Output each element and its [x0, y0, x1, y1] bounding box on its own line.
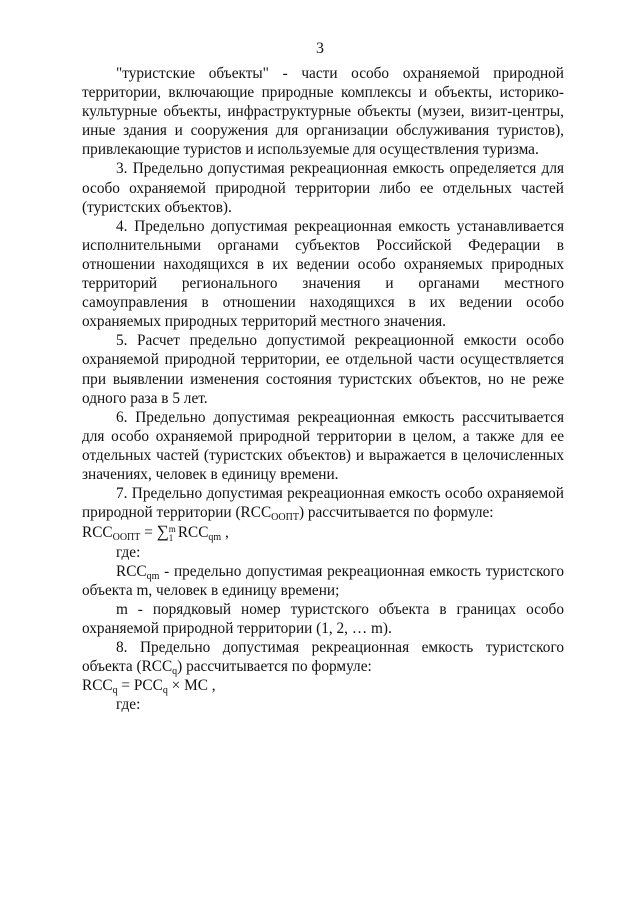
p8-text-after: ) рассчитывается по формуле:	[177, 658, 372, 676]
sum-sign: ∑	[156, 522, 169, 542]
paragraph-6: 6. Предельно допустимая рекреационная емкость рассчитывается для особо охраняемой природной территории в целом, а также для ее отдельных частей (туристских объектов) и выражается в целочисленных значениях, человек в единицу времени.	[82, 408, 564, 483]
formula2-lhs-sub: q	[112, 685, 118, 697]
paragraph-tourist-objects: "туристские объекты" - части особо охраняемой природной территории, включающие природные комплексы и объекты, историко-культурные объекты, инфраструктурные объекты (музеи, визит-центры, иные здания и сооружения для организации обслуживания туристов), привлекающие туристов и используемые для осуществления туризма.	[82, 65, 564, 159]
sum-upper: m	[168, 523, 176, 534]
formula2-mc: MC	[184, 677, 208, 695]
p8-sub: q	[172, 666, 178, 678]
formula2-tail: ,	[207, 677, 216, 695]
paragraph-4: 4. Предельно допустимая рекреационная емкость устанавливается исполнительными органами субъектов Российской Федерации в отношении находящихся в их ведении особо охраняемых природных территорий регионального значения и органами местного самоуправления в отношении находящихся в их ведении особо охраняемых природных территорий местного значения.	[82, 217, 564, 331]
formula1-lhs: RCC	[82, 524, 113, 542]
def1-text: - предельно допустимая рекреационная емкость туристского объекта m, человек в единицу времени;	[82, 562, 564, 599]
formula1-rhs: RCC	[177, 524, 209, 542]
paragraph-7	[82, 484, 564, 522]
formula-2	[82, 676, 564, 695]
def1-var: RCC	[116, 562, 147, 580]
formula2-pcc: PCC	[133, 677, 163, 695]
definition-rcc-qm	[82, 562, 564, 600]
where-label-2: где:	[116, 696, 141, 714]
formula1-eq: =	[140, 524, 157, 542]
formula-1	[82, 522, 564, 542]
formula2-eq: =	[117, 677, 134, 695]
page-number: 3	[316, 40, 324, 57]
formula1-rhs-sub: qm	[208, 532, 222, 544]
formula1-tail: ,	[221, 524, 229, 542]
p7-var: RCC	[240, 504, 272, 522]
formula2-lhs: RCC	[82, 677, 113, 695]
def1-sub: qm	[146, 570, 160, 582]
p8-text-before: 8. Предельно допустимая рекреационная емкость туристского объекта (	[82, 639, 564, 676]
sum-limits	[169, 525, 176, 543]
definition-m: m - порядковый номер туристского объекта в границах особо охраняемой природной территории (1, 2, … m).	[82, 601, 564, 638]
formula2-pcc-sub: q	[162, 685, 168, 697]
formula2-times: ×	[167, 677, 185, 695]
paragraph-5: 5. Расчет предельно допустимой рекреационной емкости особо охраняемой природной территории, ее отдельной части осуществляется при выявлении изменения состояния туристских объектов, но не реже одного раза в 5 лет.	[82, 332, 564, 407]
paragraph-8	[82, 638, 564, 676]
p8-var: RCC	[141, 658, 173, 676]
document-body	[82, 64, 564, 715]
paragraph-3: 3. Предельно допустимая рекреационная емкость определяется для особо охраняемой природной территории либо ее отдельных частей (туристских объектов).	[82, 160, 564, 216]
p7-text-after: ) рассчитывается по формуле:	[298, 504, 494, 522]
formula1-lhs-sub: ООПТ	[112, 532, 141, 544]
p7-text-before: 7. Предельно допустимая рекреационная емкость особо охраняемой природной территории (	[82, 485, 564, 522]
sum-lower: 1	[168, 532, 174, 543]
p7-sub: ООПТ	[271, 512, 299, 524]
where-label-1: где:	[116, 543, 141, 561]
